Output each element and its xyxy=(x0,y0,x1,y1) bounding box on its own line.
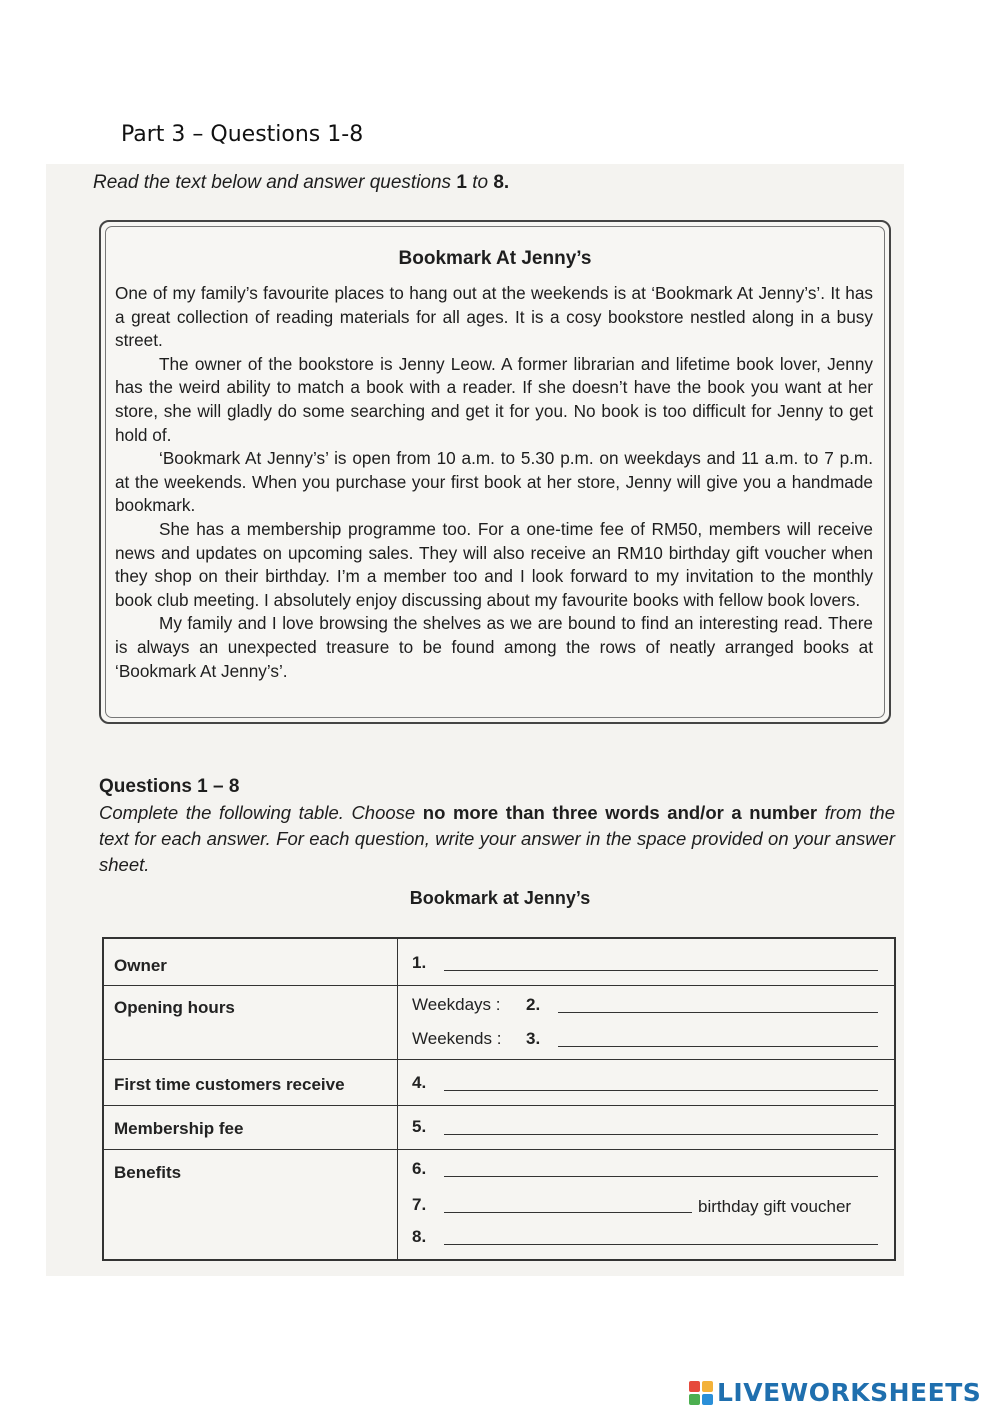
questions-instr-bold: no more than three words and/or a number xyxy=(422,802,818,823)
question-1-number: 1. xyxy=(412,953,427,972)
answer-7-line[interactable] xyxy=(444,1212,692,1213)
table-row-divider xyxy=(104,1105,894,1106)
passage-paragraph-3: ‘Bookmark At Jenny’s’ is open from 10 a.m. to 5.30 p.m. on weekdays and 11 a.m. to 7 p.m. at the weekends. When you purchase your first book at her store, Jenny will give you a handmade bookmark. xyxy=(115,448,873,516)
instruction-q-from: 1 xyxy=(456,172,467,193)
questions-heading: Questions 1 – 8 xyxy=(99,776,240,797)
question-5-number: 5. xyxy=(412,1117,427,1136)
brand-name: LIVEWORKSHEETS xyxy=(717,1378,982,1407)
questions-instruction xyxy=(99,800,895,878)
passage-text xyxy=(115,282,873,683)
row-label-first-time-customers: First time customers receive xyxy=(114,1075,345,1094)
question-6-number: 6. xyxy=(412,1159,427,1178)
answer-4-line[interactable] xyxy=(444,1090,878,1091)
questions-instr-b: from the text for each answer. For each question, write your answer in the space provided on your answer sheet. xyxy=(99,802,895,875)
row-label-membership-fee: Membership fee xyxy=(114,1119,244,1138)
passage-box xyxy=(99,220,891,724)
questions-instr-a: Complete the following table. Choose xyxy=(99,802,423,823)
row-label-benefits: Benefits xyxy=(114,1163,182,1182)
instruction-q-to: 8. xyxy=(493,172,510,193)
liveworksheets-logo xyxy=(689,1378,981,1407)
table-title: Bookmark at Jenny’s xyxy=(409,888,591,908)
answer-3-line[interactable] xyxy=(558,1046,878,1047)
instruction-before: Read the text below and answer questions xyxy=(93,172,457,193)
question-3-number: 3. xyxy=(526,1029,541,1048)
weekends-label: Weekends : xyxy=(412,1029,502,1048)
weekdays-label: Weekdays : xyxy=(412,995,501,1014)
question-8-number: 8. xyxy=(412,1227,427,1246)
question-7-number: 7. xyxy=(412,1195,427,1214)
question-2-number: 2. xyxy=(526,995,541,1014)
answer-5-line[interactable] xyxy=(444,1134,878,1135)
row-label-opening-hours: Opening hours xyxy=(114,998,235,1017)
table-row-divider xyxy=(104,1149,894,1150)
row-label-owner: Owner xyxy=(114,956,167,975)
instruction-middle: to xyxy=(466,172,494,193)
answer-8-line[interactable] xyxy=(444,1244,878,1245)
answer-table xyxy=(102,937,896,1261)
question-4-number: 4. xyxy=(412,1073,427,1092)
reading-instruction xyxy=(93,172,509,194)
question-7-suffix: birthday gift voucher xyxy=(698,1197,852,1216)
table-row-divider xyxy=(104,985,894,986)
liveworksheets-logo-icon xyxy=(689,1381,713,1405)
passage-paragraph-4: She has a membership programme too. For a one-time fee of RM50, members will receive news and updates on upcoming sales. They will also receive an RM10 birthday gift voucher when they shop on their birthday. I’m a member too and I look forward to my invitation to the monthly book club meeting. I absolutely enjoy discussing about my favourite books with fellow book lovers. xyxy=(115,518,873,610)
answer-6-line[interactable] xyxy=(444,1176,878,1177)
table-row-divider xyxy=(104,1059,894,1060)
answer-1-line[interactable] xyxy=(444,970,878,971)
passage-title: Bookmark At Jenny’s xyxy=(398,248,592,269)
passage-paragraph-5: My family and I love browsing the shelves as we are bound to find an interesting read. There is always an unexpected treasure to be found among the rows of neatly arranged books at ‘Bookmark At Jenny’s’. xyxy=(115,613,873,681)
answer-2-line[interactable] xyxy=(558,1012,878,1013)
table-column-divider xyxy=(397,939,398,1259)
passage-paragraph-2: The owner of the bookstore is Jenny Leow. A former librarian and lifetime book lover, Jenny has the weird ability to match a book with a reader. If she doesn’t have the book you want at her store, she will gladly do some searching and get it for you. No book is too difficult for Jenny to get hold of. xyxy=(115,353,873,445)
passage-paragraph-1: One of my family’s favourite places to hang out at the weekends is at ‘Bookmark At Jenny’s’. It has a great collection of reading materials for all ages. It is a cosy bookstore nestled along in a busy street. xyxy=(115,283,873,351)
page-heading: Part 3 – Questions 1-8 xyxy=(121,122,364,147)
